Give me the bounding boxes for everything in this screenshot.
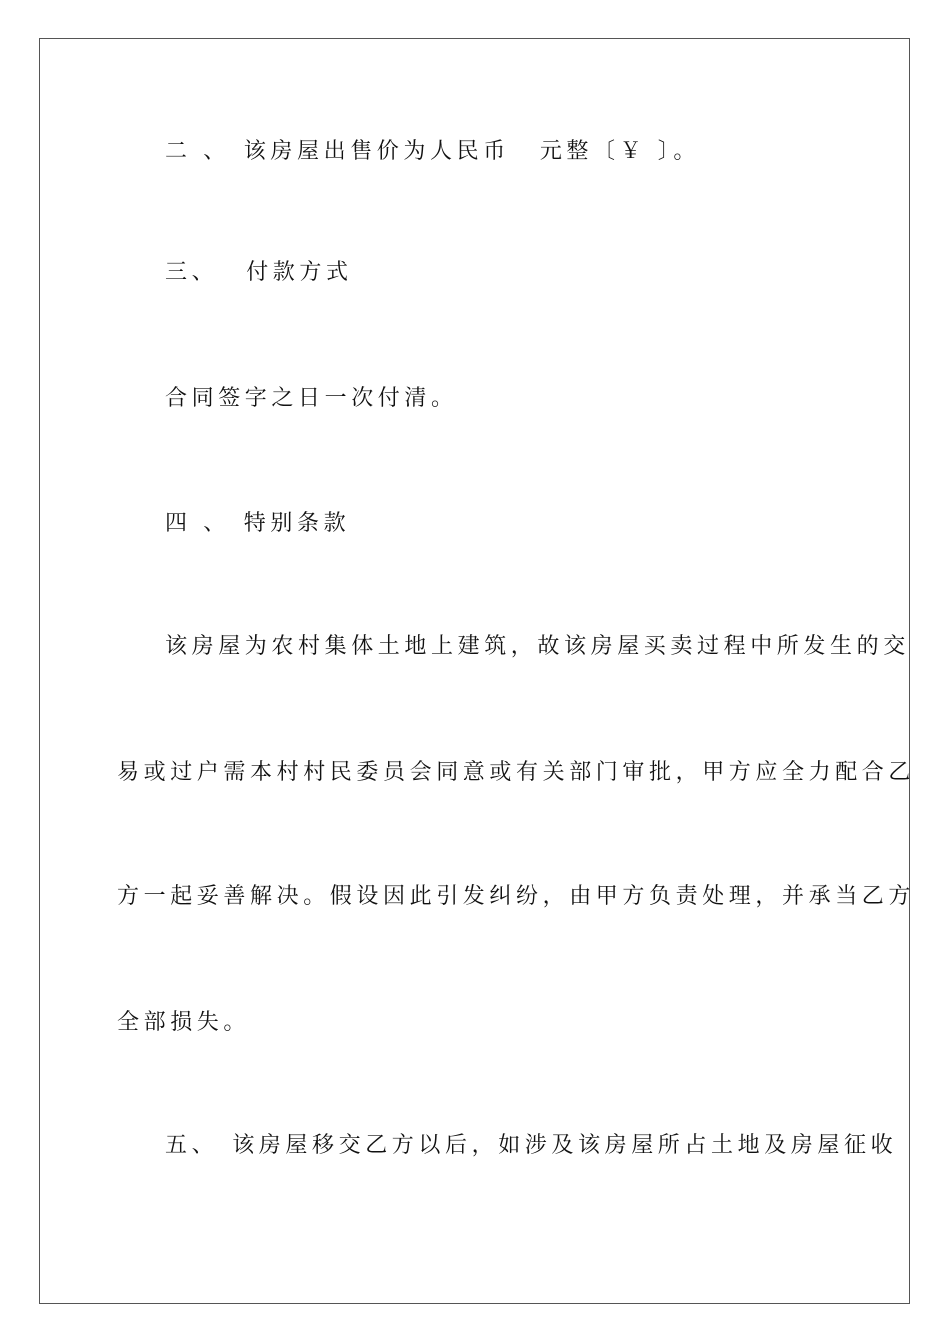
clause-3-number: 三、 [165,260,219,285]
clause-2-price-text: 该房屋出售价为人民币 [243,139,510,164]
clause-3-title: 付款方式 [246,260,353,285]
clause-2-line [165,137,700,167]
clause-4-body-line-3: 方一起妥善解决。假设因此引发纠纷，由甲方负责处理，并承当乙方 [117,884,916,909]
clause-4-title: 特别条款 [243,511,351,536]
clause-3-heading [165,258,353,288]
clause-4-heading [165,509,350,539]
clause-5-text: 该房屋移交乙方以后，如涉及该房屋所占土地及房屋征收 [232,1133,898,1158]
clause-5-line [165,1131,897,1161]
clause-3-body: 合同签字之日一次付清。 [165,386,458,411]
page-border [39,38,910,1304]
clause-4-body-line-2: 易或过户需本村村民委员会同意或有关部门审批，甲方应全力配合乙 [117,760,916,785]
clause-2-number: 二 、 [165,139,230,164]
clause-4-body-line-1: 该房屋为农村集体土地上建筑，故该房屋买卖过程中所发生的交 [165,634,910,659]
clause-5-number: 五、 [165,1133,219,1158]
clause-2-price-suffix: 元整〔￥ 〕。 [539,139,701,164]
clause-4-body-line-4: 全部损失。 [117,1010,251,1035]
clause-4-number: 四 、 [165,511,230,536]
